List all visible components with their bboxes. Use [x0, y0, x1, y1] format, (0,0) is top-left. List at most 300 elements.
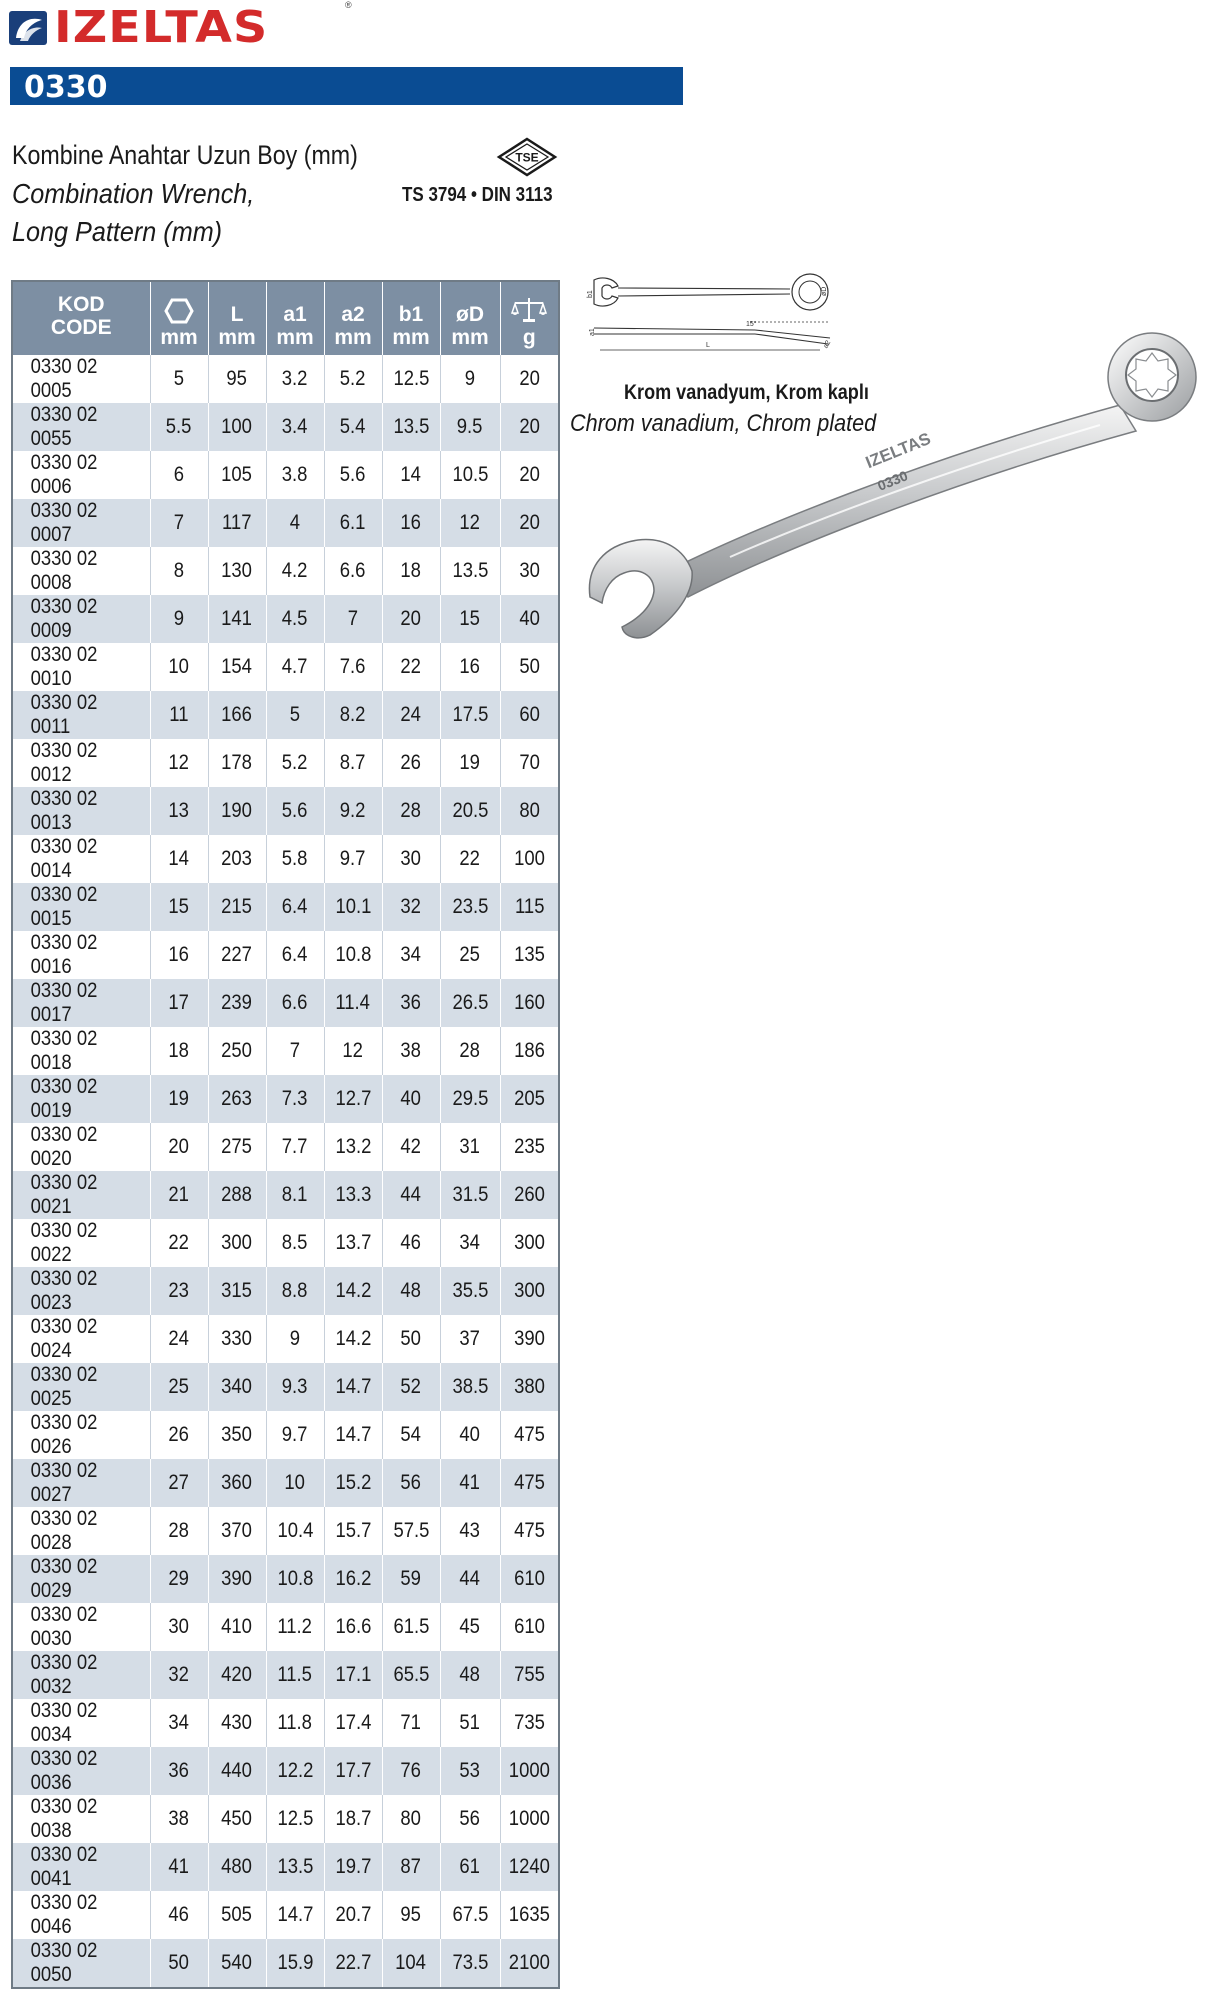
table-cell: 11.8: [266, 1699, 324, 1747]
table-cell: 5: [266, 691, 324, 739]
table-cell: 475: [500, 1507, 559, 1555]
table-cell: 0330 02 0018: [12, 1027, 150, 1075]
table-cell: 17.4: [324, 1699, 382, 1747]
table-cell: 48: [440, 1651, 500, 1699]
table-row: [12, 451, 559, 499]
table-cell: 38.5: [440, 1363, 500, 1411]
brand-name: IZELTAS: [54, 2, 269, 53]
table-cell: 20: [382, 595, 440, 643]
table-row: [12, 979, 559, 1027]
table-row: [12, 1795, 559, 1843]
table-cell: 25: [440, 931, 500, 979]
table-cell: 20: [500, 499, 559, 547]
table-cell: 117: [208, 499, 266, 547]
table-cell: 18: [150, 1027, 208, 1075]
table-cell: 61: [440, 1843, 500, 1891]
brand-logo: [8, 2, 358, 53]
table-cell: 350: [208, 1411, 266, 1459]
table-cell: 9: [150, 595, 208, 643]
table-cell: 0330 02 0010: [12, 643, 150, 691]
table-cell: 6.4: [266, 931, 324, 979]
table-cell: 0330 02 0050: [12, 1939, 150, 1988]
table-cell: 410: [208, 1603, 266, 1651]
table-cell: 3.4: [266, 403, 324, 451]
header-a1: a1 mm: [266, 281, 324, 355]
table-row: [12, 1027, 559, 1075]
table-cell: 9.3: [266, 1363, 324, 1411]
table-cell: 10.1: [324, 883, 382, 931]
material-english: Chrom vanadium, Chrom plated: [570, 410, 877, 437]
table-cell: 13.5: [266, 1843, 324, 1891]
table-cell: 5.2: [324, 355, 382, 403]
product-code: 0330: [24, 70, 108, 105]
table-cell: 10.8: [266, 1555, 324, 1603]
table-cell: 20: [500, 403, 559, 451]
table-cell: 300: [500, 1219, 559, 1267]
table-row: [12, 1555, 559, 1603]
table-cell: 4.5: [266, 595, 324, 643]
table-cell: 20: [500, 451, 559, 499]
table-cell: 12: [324, 1027, 382, 1075]
table-cell: 215: [208, 883, 266, 931]
table-cell: 0330 02 0008: [12, 547, 150, 595]
table-row: [12, 1699, 559, 1747]
table-cell: 14.2: [324, 1267, 382, 1315]
table-cell: 10: [266, 1459, 324, 1507]
table-cell: 80: [500, 787, 559, 835]
table-cell: 5.5: [150, 403, 208, 451]
header-a2: a2 mm: [324, 281, 382, 355]
table-cell: 540: [208, 1939, 266, 1988]
table-cell: 100: [208, 403, 266, 451]
table-cell: 40: [440, 1411, 500, 1459]
table-cell: 56: [440, 1795, 500, 1843]
table-cell: 15.2: [324, 1459, 382, 1507]
table-row: [12, 1459, 559, 1507]
table-cell: 330: [208, 1315, 266, 1363]
table-cell: 52: [382, 1363, 440, 1411]
table-row: [12, 1123, 559, 1171]
table-cell: 42: [382, 1123, 440, 1171]
table-cell: 65.5: [382, 1651, 440, 1699]
svg-text:L: L: [706, 342, 710, 349]
table-cell: 16.6: [324, 1603, 382, 1651]
table-cell: 24: [382, 691, 440, 739]
table-cell: 7: [324, 595, 382, 643]
table-cell: 2100: [500, 1939, 559, 1988]
table-cell: 10.5: [440, 451, 500, 499]
table-cell: 203: [208, 835, 266, 883]
table-cell: 8.8: [266, 1267, 324, 1315]
table-cell: 505: [208, 1891, 266, 1939]
table-cell: 22.7: [324, 1939, 382, 1988]
table-cell: 41: [440, 1459, 500, 1507]
svg-text:b1: b1: [587, 290, 594, 298]
table-cell: 28: [440, 1027, 500, 1075]
table-cell: 315: [208, 1267, 266, 1315]
table-cell: 59: [382, 1555, 440, 1603]
table-cell: 13: [150, 787, 208, 835]
table-cell: 6.4: [266, 883, 324, 931]
table-cell: 135: [500, 931, 559, 979]
table-cell: 46: [382, 1219, 440, 1267]
table-row: [12, 1843, 559, 1891]
table-cell: 755: [500, 1651, 559, 1699]
table-cell: 31.5: [440, 1171, 500, 1219]
table-cell: 37: [440, 1315, 500, 1363]
table-row: [12, 1411, 559, 1459]
table-cell: 0330 02 0029: [12, 1555, 150, 1603]
table-cell: 22: [382, 643, 440, 691]
table-cell: 115: [500, 883, 559, 931]
table-cell: 44: [382, 1171, 440, 1219]
table-cell: 53: [440, 1747, 500, 1795]
table-cell: 0330 02 0016: [12, 931, 150, 979]
product-code-band: [10, 67, 683, 105]
table-row: [12, 1075, 559, 1123]
table-row: [12, 883, 559, 931]
table-cell: 0330 02 0015: [12, 883, 150, 931]
table-row: [12, 835, 559, 883]
table-cell: 71: [382, 1699, 440, 1747]
table-cell: 0330 02 0007: [12, 499, 150, 547]
table-cell: 1635: [500, 1891, 559, 1939]
svg-text:a1: a1: [589, 328, 596, 336]
table-row: [12, 1363, 559, 1411]
hexagon-icon: [164, 298, 194, 324]
table-row: [12, 403, 559, 451]
table-cell: 0330 02 0012: [12, 739, 150, 787]
table-cell: 9.7: [266, 1411, 324, 1459]
table-row: [12, 1891, 559, 1939]
table-cell: 20: [150, 1123, 208, 1171]
table-cell: 275: [208, 1123, 266, 1171]
table-header-row: [12, 281, 559, 355]
table-cell: 360: [208, 1459, 266, 1507]
table-cell: 1000: [500, 1747, 559, 1795]
tse-mark-icon: [497, 137, 557, 177]
table-cell: 30: [382, 835, 440, 883]
table-cell: 13.7: [324, 1219, 382, 1267]
table-cell: 0330 02 0046: [12, 1891, 150, 1939]
table-row: [12, 1603, 559, 1651]
table-cell: 0330 02 0017: [12, 979, 150, 1027]
table-cell: 450: [208, 1795, 266, 1843]
table-cell: 0330 02 0041: [12, 1843, 150, 1891]
table-cell: 9.5: [440, 403, 500, 451]
table-cell: 8.2: [324, 691, 382, 739]
table-cell: 14: [382, 451, 440, 499]
table-cell: 105: [208, 451, 266, 499]
table-cell: 263: [208, 1075, 266, 1123]
table-cell: 5.6: [266, 787, 324, 835]
table-cell: 4.2: [266, 547, 324, 595]
table-cell: 34: [382, 931, 440, 979]
table-cell: 28: [382, 787, 440, 835]
izeltas-emblem-icon: [8, 8, 50, 48]
table-cell: 46: [150, 1891, 208, 1939]
table-cell: 27: [150, 1459, 208, 1507]
table-row: [12, 1315, 559, 1363]
table-body: [12, 355, 559, 1988]
table-cell: 0330 02 0021: [12, 1171, 150, 1219]
table-cell: 0330 02 0036: [12, 1747, 150, 1795]
table-cell: 30: [500, 547, 559, 595]
table-cell: 22: [150, 1219, 208, 1267]
table-cell: 186: [500, 1027, 559, 1075]
table-cell: 28: [150, 1507, 208, 1555]
table-cell: 8: [150, 547, 208, 595]
table-cell: 25: [150, 1363, 208, 1411]
table-cell: 32: [382, 883, 440, 931]
table-row: [12, 355, 559, 403]
table-cell: 48: [382, 1267, 440, 1315]
table-cell: 0330 02 0028: [12, 1507, 150, 1555]
table-cell: 9: [440, 355, 500, 403]
table-cell: 7.6: [324, 643, 382, 691]
table-row: [12, 1219, 559, 1267]
table-cell: 8.1: [266, 1171, 324, 1219]
table-cell: 12.5: [266, 1795, 324, 1843]
table-cell: 20.7: [324, 1891, 382, 1939]
table-cell: 14.7: [324, 1411, 382, 1459]
table-cell: 20: [500, 355, 559, 403]
table-cell: 6: [150, 451, 208, 499]
table-cell: 19: [150, 1075, 208, 1123]
table-cell: 0330 02 0009: [12, 595, 150, 643]
tse-mark-text: TSE: [515, 150, 539, 165]
table-cell: 14.7: [324, 1363, 382, 1411]
table-cell: 8.5: [266, 1219, 324, 1267]
table-cell: 7.7: [266, 1123, 324, 1171]
table-cell: 12.7: [324, 1075, 382, 1123]
table-cell: 20.5: [440, 787, 500, 835]
table-cell: 430: [208, 1699, 266, 1747]
table-cell: 154: [208, 643, 266, 691]
table-cell: 13.5: [440, 547, 500, 595]
table-row: [12, 595, 559, 643]
table-cell: 35.5: [440, 1267, 500, 1315]
table-cell: 0330 02 0025: [12, 1363, 150, 1411]
table-cell: 0330 02 0032: [12, 1651, 150, 1699]
table-cell: 36: [382, 979, 440, 1027]
table-cell: 12: [440, 499, 500, 547]
table-cell: 610: [500, 1555, 559, 1603]
table-cell: 0330 02 0055: [12, 403, 150, 451]
table-cell: 141: [208, 595, 266, 643]
table-cell: 10: [150, 643, 208, 691]
table-row: [12, 931, 559, 979]
table-cell: 3.8: [266, 451, 324, 499]
table-cell: 9: [266, 1315, 324, 1363]
table-cell: 60: [500, 691, 559, 739]
table-cell: 6.1: [324, 499, 382, 547]
table-cell: 0330 02 0038: [12, 1795, 150, 1843]
table-cell: 0330 02 0023: [12, 1267, 150, 1315]
table-cell: 5.4: [324, 403, 382, 451]
table-cell: 30: [150, 1603, 208, 1651]
table-cell: 12.2: [266, 1747, 324, 1795]
wrench-size-marking: 0330: [875, 467, 911, 494]
table-cell: 51: [440, 1699, 500, 1747]
scale-icon: [511, 296, 547, 324]
spec-table: [11, 280, 560, 1989]
table-cell: 16: [150, 931, 208, 979]
table-cell: 0330 02 0034: [12, 1699, 150, 1747]
wrench-illustration: [580, 335, 1202, 650]
table-cell: 11.5: [266, 1651, 324, 1699]
table-row: [12, 1651, 559, 1699]
table-cell: 227: [208, 931, 266, 979]
table-cell: 178: [208, 739, 266, 787]
table-cell: 0330 02 0027: [12, 1459, 150, 1507]
table-cell: 475: [500, 1459, 559, 1507]
table-cell: 0330 02 0024: [12, 1315, 150, 1363]
table-cell: 0330 02 0011: [12, 691, 150, 739]
table-cell: 21: [150, 1171, 208, 1219]
header-weight: g: [500, 281, 559, 355]
table-cell: 54: [382, 1411, 440, 1459]
table-cell: 15.9: [266, 1939, 324, 1988]
table-cell: 3.2: [266, 355, 324, 403]
table-row: [12, 787, 559, 835]
table-row: [12, 739, 559, 787]
table-cell: 24: [150, 1315, 208, 1363]
table-cell: 56: [382, 1459, 440, 1507]
table-cell: 6.6: [324, 547, 382, 595]
table-row: [12, 1171, 559, 1219]
table-cell: 23: [150, 1267, 208, 1315]
table-cell: 260: [500, 1171, 559, 1219]
table-cell: 104: [382, 1939, 440, 1988]
title-english-line1: Combination Wrench,: [12, 178, 255, 209]
table-cell: 18.7: [324, 1795, 382, 1843]
header-code: KOD CODE: [12, 281, 150, 355]
table-cell: 1000: [500, 1795, 559, 1843]
table-cell: 5.2: [266, 739, 324, 787]
table-cell: 32: [150, 1651, 208, 1699]
table-cell: 12.5: [382, 355, 440, 403]
table-cell: 0330 02 0026: [12, 1411, 150, 1459]
table-cell: 95: [208, 355, 266, 403]
table-cell: 57.5: [382, 1507, 440, 1555]
table-cell: 13.2: [324, 1123, 382, 1171]
table-cell: 29: [150, 1555, 208, 1603]
table-cell: 40: [382, 1075, 440, 1123]
table-cell: 15: [150, 883, 208, 931]
table-cell: 475: [500, 1411, 559, 1459]
table-cell: 130: [208, 547, 266, 595]
standards-text: TS 3794 • DIN 3113: [402, 184, 553, 206]
table-cell: 14.7: [266, 1891, 324, 1939]
table-cell: 1240: [500, 1843, 559, 1891]
table-cell: 19: [440, 739, 500, 787]
table-cell: 390: [208, 1555, 266, 1603]
wrench-brand-marking: IZELTAS: [862, 428, 934, 473]
table-cell: 18: [382, 547, 440, 595]
table-cell: 16: [440, 643, 500, 691]
table-cell: 31: [440, 1123, 500, 1171]
header-size: mm: [150, 281, 208, 355]
title-english-line2: Long Pattern (mm): [12, 216, 223, 247]
table-cell: 17.1: [324, 1651, 382, 1699]
table-cell: 4.7: [266, 643, 324, 691]
table-cell: 14: [150, 835, 208, 883]
table-cell: 15.7: [324, 1507, 382, 1555]
table-cell: 160: [500, 979, 559, 1027]
table-cell: 0330 02 0013: [12, 787, 150, 835]
table-cell: 390: [500, 1315, 559, 1363]
table-row: [12, 1747, 559, 1795]
table-cell: 166: [208, 691, 266, 739]
table-cell: 41: [150, 1843, 208, 1891]
table-cell: 43: [440, 1507, 500, 1555]
table-row: [12, 1507, 559, 1555]
table-cell: 735: [500, 1699, 559, 1747]
table-cell: 5.6: [324, 451, 382, 499]
table-cell: 10.4: [266, 1507, 324, 1555]
header-length: L mm: [208, 281, 266, 355]
table-cell: 26: [382, 739, 440, 787]
table-row: [12, 499, 559, 547]
table-cell: 190: [208, 787, 266, 835]
table-cell: 440: [208, 1747, 266, 1795]
table-row: [12, 547, 559, 595]
table-cell: 239: [208, 979, 266, 1027]
table-cell: 38: [150, 1795, 208, 1843]
table-cell: 22: [440, 835, 500, 883]
material-turkish: Krom vanadyum, Krom kaplı: [624, 381, 869, 404]
table-row: [12, 643, 559, 691]
table-cell: 5: [150, 355, 208, 403]
table-cell: 87: [382, 1843, 440, 1891]
svg-text:15°: 15°: [746, 321, 757, 328]
table-cell: 7: [266, 1027, 324, 1075]
table-cell: 10.8: [324, 931, 382, 979]
table-cell: 0330 02 0014: [12, 835, 150, 883]
table-cell: 16.2: [324, 1555, 382, 1603]
table-cell: 420: [208, 1651, 266, 1699]
table-cell: 17: [150, 979, 208, 1027]
table-cell: 26.5: [440, 979, 500, 1027]
table-cell: 17.5: [440, 691, 500, 739]
table-cell: 250: [208, 1027, 266, 1075]
table-cell: 205: [500, 1075, 559, 1123]
table-row: [12, 1939, 559, 1988]
table-cell: 36: [150, 1747, 208, 1795]
table-cell: 7: [150, 499, 208, 547]
table-cell: 610: [500, 1603, 559, 1651]
table-cell: 95: [382, 1891, 440, 1939]
table-cell: 0330 02 0020: [12, 1123, 150, 1171]
table-cell: 100: [500, 835, 559, 883]
table-cell: 288: [208, 1171, 266, 1219]
table-cell: 34: [150, 1699, 208, 1747]
table-cell: 19.7: [324, 1843, 382, 1891]
table-cell: 76: [382, 1747, 440, 1795]
table-cell: 16: [382, 499, 440, 547]
svg-text:a2: a2: [822, 339, 833, 350]
table-cell: 34: [440, 1219, 500, 1267]
table-cell: 61.5: [382, 1603, 440, 1651]
table-cell: 11: [150, 691, 208, 739]
table-cell: 50: [500, 643, 559, 691]
table-cell: 7.3: [266, 1075, 324, 1123]
table-cell: 8.7: [324, 739, 382, 787]
table-cell: 45: [440, 1603, 500, 1651]
table-cell: 0330 02 0022: [12, 1219, 150, 1267]
table-cell: 73.5: [440, 1939, 500, 1988]
